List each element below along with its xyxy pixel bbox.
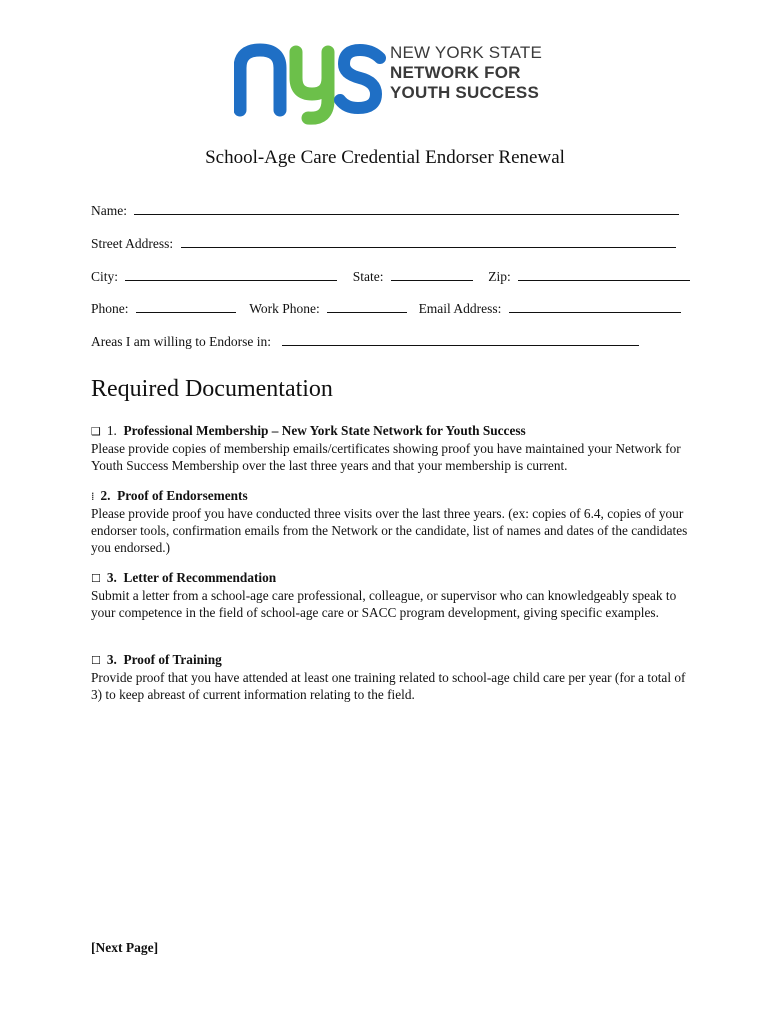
doc-item-2-text: Please provide proof you have conducted three visits over the last three years. (ex: copies of 6.4, copies of your endorser tools, confirmation emails from the Network or the candidate, list of names and dates of the candidates you endorsed.) <box>91 506 688 555</box>
zip-field[interactable] <box>518 269 690 281</box>
street-row <box>91 236 676 252</box>
checkbox-icon[interactable]: ☐ <box>91 572 101 585</box>
doc-item-3-text: Submit a letter from a school-age care professional, colleague, or supervisor who can knowledgeably speak to your competence in the field of school-age care or SACC program development, giving specific examples. <box>91 588 677 620</box>
next-page-label: [Next Page] <box>91 940 159 955</box>
doc-item-1-heading <box>91 422 691 440</box>
doc-item-2 <box>91 487 691 556</box>
areas-row <box>91 334 639 350</box>
doc-item-4-number: 3. <box>106 652 117 667</box>
logo-line-1: NEW YORK STATE <box>390 43 543 62</box>
doc-item-3-number: 3. <box>106 570 117 585</box>
doc-item-4-heading <box>91 651 691 669</box>
doc-item-3 <box>91 569 691 621</box>
street-label: Street Address: <box>91 236 174 251</box>
document-title: School-Age Care Credential Endorser Renewal <box>205 147 565 168</box>
doc-item-1-text: Please provide copies of membership emails/certificates showing proof you have maintained your Network for Youth Success Membership over the last three years and that your membership is current. <box>91 441 681 473</box>
name-label: Name: <box>91 203 127 218</box>
areas-label: Areas I am willing to Endorse in: <box>91 334 271 349</box>
doc-item-1-number: 1. <box>106 423 117 438</box>
phone-label: Phone: <box>91 301 129 316</box>
state-field[interactable] <box>391 269 473 281</box>
doc-item-4-text: Provide proof that you have attended at least one training related to school-age child care per year (for a total of 3) to keep abreast of current information relating to the field. <box>91 670 686 702</box>
doc-item-3-title: Letter of Recommendation <box>123 570 277 585</box>
logo-n-shape <box>240 50 280 110</box>
doc-item-2-heading <box>91 487 691 505</box>
phone-field[interactable] <box>136 301 236 313</box>
city-row <box>91 269 690 285</box>
doc-item-1 <box>91 422 691 474</box>
required-documentation-heading: Required Documentation <box>91 376 333 402</box>
logo-y-shape <box>296 52 328 118</box>
zip-label: Zip: <box>488 269 511 284</box>
work-phone-field[interactable] <box>327 301 407 313</box>
city-field[interactable] <box>125 269 337 281</box>
doc-item-4 <box>91 651 691 703</box>
doc-item-2-number: 2. <box>100 488 111 503</box>
checkbox-icon[interactable]: ❑ <box>91 425 101 438</box>
email-label: Email Address: <box>418 301 502 316</box>
work-phone-label: Work Phone: <box>249 301 320 316</box>
city-label: City: <box>91 269 119 284</box>
state-label: State: <box>352 269 384 284</box>
checkbox-icon[interactable]: ⁞ <box>91 490 95 503</box>
email-field[interactable] <box>509 301 681 313</box>
phone-row <box>91 301 681 317</box>
doc-item-1-title: Professional Membership – New York State Network for Youth Success <box>123 423 526 438</box>
doc-item-2-title: Proof of Endorsements <box>117 488 248 503</box>
areas-field[interactable] <box>282 334 639 346</box>
logo-wordmark <box>390 43 542 103</box>
name-row <box>91 203 679 219</box>
logo-s-shape <box>340 50 380 108</box>
name-field[interactable] <box>134 203 679 215</box>
doc-item-3-heading <box>91 569 691 587</box>
logo-line-3: YOUTH SUCCESS <box>390 83 540 102</box>
doc-item-4-title: Proof of Training <box>123 652 222 667</box>
checkbox-icon[interactable]: ☐ <box>91 654 101 667</box>
street-field[interactable] <box>181 236 676 248</box>
logo-line-2: NETWORK FOR <box>390 63 521 82</box>
